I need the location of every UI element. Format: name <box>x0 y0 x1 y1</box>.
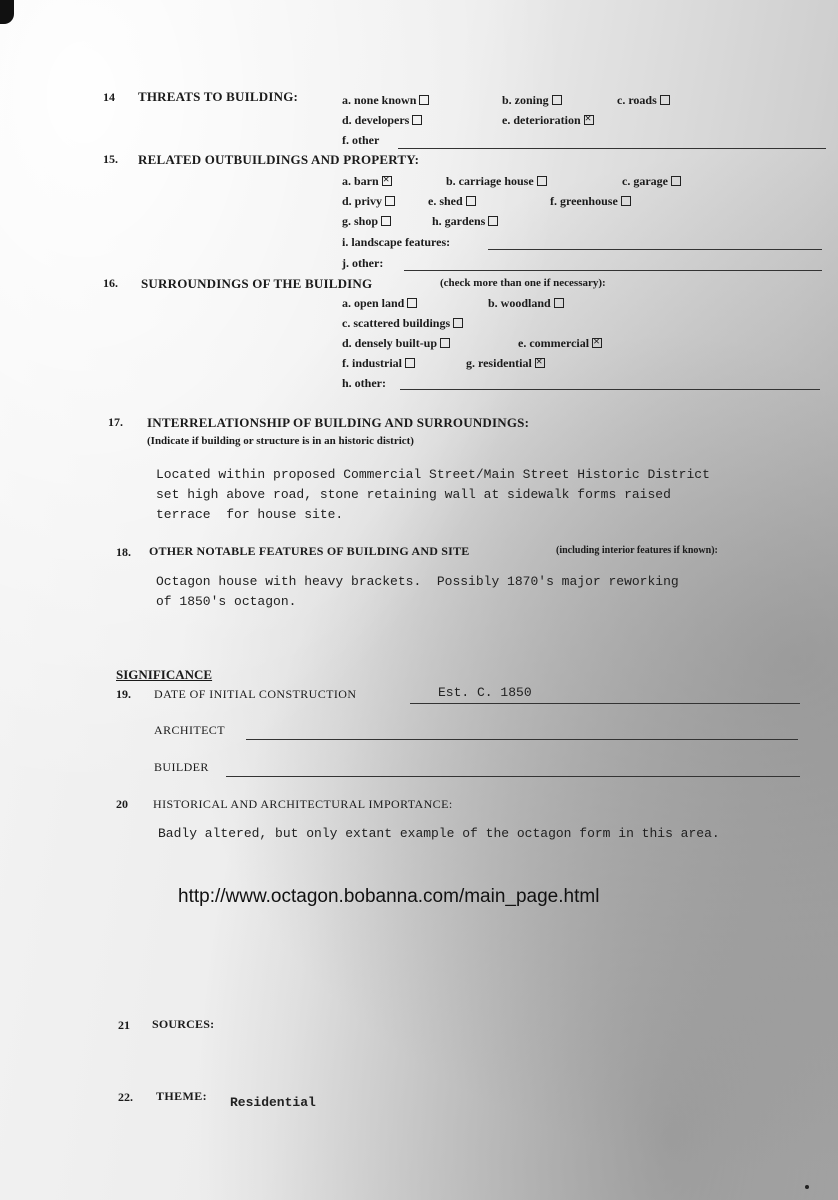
builder-label: BUILDER <box>154 760 209 774</box>
section-16-title: SURROUNDINGS OF THE BUILDING <box>141 276 373 291</box>
section-17-subtitle: (Indicate if building or structure is in an historic district) <box>147 435 414 447</box>
other-label: j. other: <box>342 256 384 270</box>
option-densely-built-up <box>342 336 450 351</box>
option-roads <box>617 93 670 108</box>
checkbox[interactable] <box>552 95 562 105</box>
section-20-title: HISTORICAL AND ARCHITECTURAL IMPORTANCE: <box>153 797 453 811</box>
other-fill-line[interactable] <box>404 270 822 271</box>
checkbox[interactable] <box>405 358 415 368</box>
checkbox[interactable] <box>381 216 391 226</box>
option-other-label: f. other <box>342 133 380 147</box>
section-17-number: 17. <box>108 415 123 429</box>
section-21-number: 21 <box>118 1018 130 1032</box>
checkbox[interactable] <box>466 196 476 206</box>
option-label: e. commercial <box>518 336 590 350</box>
checkbox[interactable] <box>660 95 670 105</box>
section-18-typed-text: Octagon house with heavy brackets. Possibly 1870's major reworking of 1850's octagon. <box>156 574 679 609</box>
checkbox-checked[interactable] <box>382 176 392 186</box>
checkbox-checked[interactable] <box>584 115 594 125</box>
option-shed <box>428 194 476 209</box>
option-label: a. barn <box>342 174 379 188</box>
option-label: d. privy <box>342 194 383 208</box>
option-zoning <box>502 93 562 108</box>
section-16-number: 16. <box>103 276 118 290</box>
option-garage <box>622 174 681 189</box>
checkbox[interactable] <box>440 338 450 348</box>
option-label: c. roads <box>617 93 657 107</box>
option-gardens <box>432 214 498 229</box>
option-residential <box>466 356 545 371</box>
option-shop <box>342 214 391 229</box>
option-label: a. none known <box>342 93 417 107</box>
landscape-features-label: i. landscape features: <box>342 235 451 249</box>
option-industrial <box>342 356 415 371</box>
option-open-land <box>342 296 417 311</box>
option-label: b. carriage house <box>446 174 534 188</box>
architect-fill-line[interactable] <box>246 739 798 740</box>
checkbox[interactable] <box>407 298 417 308</box>
checkbox[interactable] <box>671 176 681 186</box>
option-label: g. residential <box>466 356 532 370</box>
architect-label: ARCHITECT <box>154 723 225 737</box>
option-label: e. deterioration <box>502 113 581 127</box>
checkbox[interactable] <box>385 196 395 206</box>
section-22-title: THEME: <box>156 1089 208 1103</box>
section-19-number: 19. <box>116 687 131 701</box>
option-label: d. densely built-up <box>342 336 438 350</box>
option-label: c. garage <box>622 174 668 188</box>
section-20-typed-text: Badly altered, but only extant example of the octagon form in this area. <box>158 826 720 841</box>
section-18-number: 18. <box>116 545 131 559</box>
page-corner-mark <box>0 0 14 24</box>
option-label: f. industrial <box>342 356 403 370</box>
option-label: g. shop <box>342 214 379 228</box>
section-15-title: RELATED OUTBUILDINGS AND PROPERTY: <box>138 152 420 167</box>
option-privy <box>342 194 395 209</box>
option-none-known <box>342 93 429 108</box>
section-18-note: (including interior features if known): <box>556 545 718 556</box>
theme-value: Residential <box>230 1095 316 1110</box>
other-fill-line[interactable] <box>398 148 826 149</box>
checkbox[interactable] <box>621 196 631 206</box>
option-label: a. open land <box>342 296 405 310</box>
checkbox[interactable] <box>537 176 547 186</box>
section-21-title: SOURCES: <box>152 1017 215 1031</box>
option-greenhouse <box>550 194 631 209</box>
checkbox[interactable] <box>419 95 429 105</box>
section-17-typed-text: Located within proposed Commercial Street/Main Street Historic District set high above road, stone retaining wall at sidewalk forms raised terrace for house site. <box>156 467 710 522</box>
option-woodland <box>488 296 564 311</box>
date-of-construction-value: Est. C. 1850 <box>438 685 532 700</box>
option-label: d. developers <box>342 113 410 127</box>
section-16-note: (check more than one if necessary): <box>440 277 606 289</box>
option-label: e. shed <box>428 194 463 208</box>
option-label: b. zoning <box>502 93 549 107</box>
section-14-title: THREATS TO BUILDING: <box>138 89 299 104</box>
option-label: b. woodland <box>488 296 551 310</box>
other-fill-line[interactable] <box>400 389 820 390</box>
section-15-number: 15. <box>103 152 118 166</box>
option-label: h. gardens <box>432 214 486 228</box>
option-label: c. scattered buildings <box>342 316 451 330</box>
checkbox[interactable] <box>412 115 422 125</box>
checkbox[interactable] <box>554 298 564 308</box>
section-22-number: 22. <box>118 1090 133 1104</box>
section-14-number: 14 <box>103 90 115 104</box>
landscape-features-line[interactable] <box>488 249 822 250</box>
other-label: h. other: <box>342 376 386 390</box>
date-of-construction-label: DATE OF INITIAL CONSTRUCTION <box>154 687 357 701</box>
option-deterioration <box>502 113 594 128</box>
option-label: f. greenhouse <box>550 194 618 208</box>
checkbox-checked[interactable] <box>535 358 545 368</box>
option-carriage-house <box>446 174 547 189</box>
option-scattered-buildings <box>342 316 463 331</box>
significance-heading: SIGNIFICANCE <box>116 667 213 682</box>
checkbox-checked[interactable] <box>592 338 602 348</box>
builder-fill-line[interactable] <box>226 776 800 777</box>
option-barn <box>342 174 392 189</box>
checkbox[interactable] <box>488 216 498 226</box>
option-commercial <box>518 336 602 351</box>
speck-mark <box>805 1185 809 1189</box>
section-17-title: INTERRELATIONSHIP OF BUILDING AND SURROUNDINGS: <box>147 415 530 430</box>
date-fill-line[interactable] <box>410 703 800 704</box>
source-url[interactable]: http://www.octagon.bobanna.com/main_page.html <box>178 886 600 907</box>
section-18-title: OTHER NOTABLE FEATURES OF BUILDING AND SITE <box>149 544 470 558</box>
option-developers <box>342 113 422 128</box>
section-20-number: 20 <box>116 797 128 811</box>
checkbox[interactable] <box>453 318 463 328</box>
